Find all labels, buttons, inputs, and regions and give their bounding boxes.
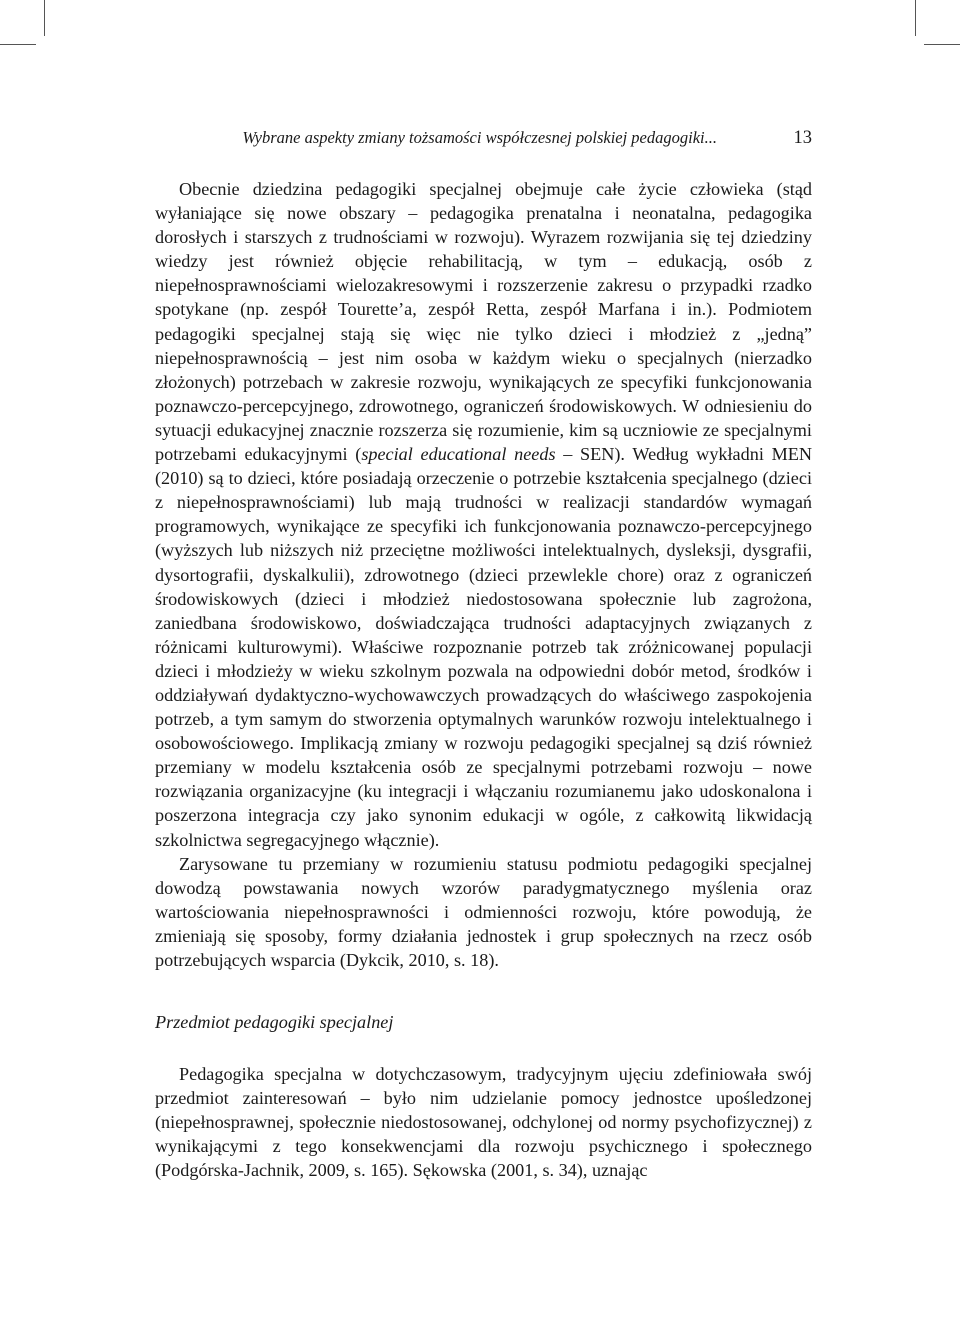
running-head bbox=[155, 124, 812, 152]
paragraph-1-text-b: – SEN). Według wykładni MEN (2010) są to dzieci, które posiadają orzeczenie o potrzebie kształcenia specjalnego (dzieci z niepełnosprawnościami) lub mają trudności w realizacji standardów wymagań programowych, wynikające ze specyfiki ich funkcjonowania poznawczo-percepcyjnego (wyższych lub niższych niż przeciętne możliwości intelektualnych, dysleksji, dysgrafii, dysortografii, dyskalkulii), zdrowotnego (dzieci przewlekle chore) oraz z ograniczeń środowiskowych (dzieci i młodzież niedostosowana społecznie lub zagrożona, zaniedbana środowiskowo, doświadczająca trudności adaptacyjnych związanych z różnicami kulturowymi). Właściwe rozpoznanie potrzeb tak zróżnicowanej populacji dzieci i młodzieży w wieku szkolnym pozwala na odpowiedni dobór metod, środków i oddziaływań dydaktyczno-wychowawczych prowadzących do właściwego zaspokojenia potrzeb, a tym samym do stworzenia optymalnych warunków rozwoju intelektualnego i osobowościowego. Implikacją zmiany w rozwoju pedagogiki specjalnej są dziś również przemiany w modelu kształcenia osób ze specjalnymi potrzebami rozwoju – nowe rozwiązania organizacyjne (ku integracji i włączaniu rozumianemu jako udoskonalona i poszerzona integracja czy jako synonim edukacji w ogóle, z całkowitą likwidacją szkolnictwa segregacyjnego włącznie). bbox=[155, 444, 812, 850]
crop-mark-top-left-h bbox=[0, 44, 36, 45]
paragraph-3: Pedagogika specjalna w dotychczasowym, tradycyjnym ujęciu zdefiniowała swój przedmiot zainteresowań – było nim udzielanie pomocy jednostce upośledzonej (niepełnosprawnej, społecznie niedostosowanej, odchylonej od normy psychofizycznej) z wynikającymi z tego konsekwencjami dla rozwoju psychicznego i społecznego (Podgórska-Jachnik, 2009, s. 165). Sękowska (2001, s. 34), uznając bbox=[155, 1064, 812, 1181]
section-heading: Przedmiot pedagogiki specjalnej bbox=[155, 1012, 394, 1033]
paragraph-2: Zarysowane tu przemiany w rozumieniu statusu podmiotu pedagogiki specjalnej dowodzą powstawania nowych wzorów paradygmatycznego myślenia oraz wartościowania niepełnosprawności i odmienności rozwoju, które powodują, że zmieniają się sposoby, formy działania jednostek i grup społecznych na rzecz osób potrzebujących wsparcia (Dykcik, 2010, s. 18). bbox=[155, 853, 812, 970]
crop-mark-top-left-v bbox=[44, 0, 45, 36]
crop-mark-top-right-v bbox=[915, 0, 916, 36]
running-head-title: Wybrane aspekty zmiany tożsamości współczesnej polskiej pedagogiki... bbox=[242, 128, 717, 147]
paragraph-1-text-a: Obecnie dziedzina pedagogiki specjalnej obejmuje całe życie człowieka (stąd wyłaniające się nowe obszary – pedagogika prenatalna i neonatalna, pedagogika dorosłych i starszych z trudnościami w rozwoju). Wyrazem rozwijania się tej dziedziny wiedzy jest również objęcie rehabilitacją, w tym – edukacją, osób z niepełnosprawnościami wielozakresowymi i rozszerzenie zakresu o przypadki rzadko spotykane (np. zespół Tourette’a, zespół Retta, zespół Marfana i in.). Podmiotem pedagogiki specjalnej stają się więc nie tylko dzieci i młodzież z „jedną” niepełnosprawnością – jest nim osoba w każdym wieku o specjalnych (nierzadko złożonych) potrzebach w zakresie rozwoju, wynikających ze specyfiki funkcjonowania poznawczo-percepcyjnego, zdrowotnego, ograniczeń środowiskowych. W odniesieniu do sytuacji edukacyjnej znacznie rozszerza się rozumienie, kim są uczniowie ze specjalnymi potrzebami edukacyjnymi ( bbox=[155, 179, 812, 465]
paragraph-1-emphasis: special educational needs bbox=[361, 444, 556, 465]
page-number: 13 bbox=[793, 128, 812, 148]
page-body bbox=[155, 177, 812, 1183]
crop-mark-top-right-h bbox=[924, 44, 960, 45]
paragraph-1 bbox=[155, 177, 812, 852]
